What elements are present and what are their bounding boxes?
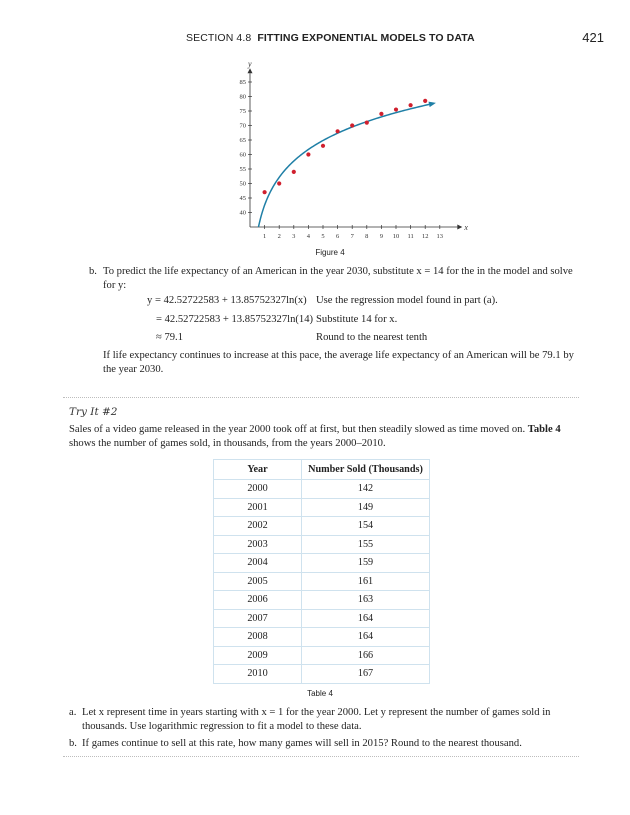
part-b-label: b. <box>89 266 97 277</box>
part-b-text <box>103 265 583 293</box>
data-point <box>365 121 369 125</box>
sold-cell: 155 <box>302 535 430 554</box>
y-tick-label: 85 <box>239 79 246 87</box>
data-point <box>379 112 383 116</box>
col-header-number-sold: Number Sold (Thousands) <box>302 460 430 480</box>
sold-cell: 167 <box>302 665 430 684</box>
x-tick-label: 4 <box>306 233 311 240</box>
sold-cell: 142 <box>302 480 430 499</box>
conclusion-line1: If life expectancy continues to increase at this pace, the average life expectancy of an American will be 79.1 by <box>103 350 574 361</box>
y-axis-arrow <box>248 68 253 73</box>
equation-2-note: Substitute 14 for x. <box>316 314 398 325</box>
y-axis-label: y <box>248 59 252 69</box>
equation-3-note: Round to the nearest tenth <box>316 332 428 343</box>
x-tick-label: 2 <box>277 233 281 240</box>
table-header-row <box>214 460 430 480</box>
y-tick-label: 50 <box>239 180 246 188</box>
section-divider-bottom <box>63 756 579 757</box>
table-row <box>214 591 430 610</box>
y-tick-label: 40 <box>239 209 246 217</box>
year-cell: 2005 <box>214 572 302 591</box>
question-a-line1: Let x represent time in years starting with x = 1 for the year 2000. Let y represent the number of games sold in <box>82 707 551 718</box>
x-axis-label: x <box>464 223 468 232</box>
question-b-text: If games continue to sell at this rate, how many games will sell in 2015? Round to the nearest thousand. <box>82 738 522 749</box>
table-row <box>214 554 430 573</box>
curve-arrowhead <box>428 102 435 107</box>
y-tick-label: 80 <box>239 93 246 101</box>
table-row <box>214 498 430 517</box>
y-tick-label: 55 <box>239 166 246 174</box>
data-point <box>277 181 281 185</box>
table-row <box>214 535 430 554</box>
section-title: FITTING EXPONENTIAL MODELS TO DATA <box>257 32 475 44</box>
x-tick-label: 9 <box>379 233 384 240</box>
sold-cell: 161 <box>302 572 430 591</box>
data-point <box>336 129 340 133</box>
table-caption: Table 4 <box>307 689 333 698</box>
part-b-text-line2: for y: <box>103 280 127 291</box>
data-point <box>350 123 354 127</box>
figure-caption: Figure 4 <box>315 248 345 257</box>
y-tick-label: 60 <box>239 151 246 159</box>
x-tick-label: 13 <box>436 233 444 240</box>
year-cell: 2002 <box>214 517 302 536</box>
table-row <box>214 665 430 684</box>
x-tick-label: 8 <box>365 233 369 240</box>
x-axis-arrow <box>457 225 462 230</box>
year-cell: 2000 <box>214 480 302 499</box>
table-4-reference: Table 4 <box>527 424 561 435</box>
table-row <box>214 517 430 536</box>
try-it-title: Try It #2 <box>69 406 118 418</box>
x-tick-label: 1 <box>262 233 267 240</box>
table-row <box>214 609 430 628</box>
sold-cell: 159 <box>302 554 430 573</box>
y-tick-label: 65 <box>239 137 246 145</box>
y-tick-label: 70 <box>239 122 246 130</box>
question-b-label: b. <box>69 738 77 749</box>
try-it-intro <box>69 423 584 451</box>
year-cell: 2009 <box>214 646 302 665</box>
question-a-line2: thousands. Use logarithmic regression to fit a model to these data. <box>82 721 362 732</box>
data-point <box>292 170 296 174</box>
year-cell: 2003 <box>214 535 302 554</box>
equation-3: ≈ 79.1 <box>156 332 184 343</box>
section-label: SECTION 4.8 <box>186 32 252 44</box>
x-tick-label: 3 <box>292 233 296 240</box>
question-a-label: a. <box>69 707 77 718</box>
sold-cell: 166 <box>302 646 430 665</box>
sold-cell: 164 <box>302 609 430 628</box>
x-tick-label: 5 <box>321 233 325 240</box>
y-tick-label: 75 <box>239 108 246 116</box>
x-tick-label: 6 <box>335 233 340 240</box>
y-tick-label: 45 <box>239 195 246 203</box>
data-point <box>423 99 427 103</box>
table-row <box>214 628 430 647</box>
year-cell: 2006 <box>214 591 302 610</box>
x-tick-label: 12 <box>421 233 429 240</box>
sold-cell: 154 <box>302 517 430 536</box>
table-row <box>214 480 430 499</box>
x-tick-label: 10 <box>392 233 400 240</box>
games-sold-table <box>213 459 430 684</box>
year-cell: 2008 <box>214 628 302 647</box>
data-point <box>306 152 310 156</box>
year-cell: 2004 <box>214 554 302 573</box>
table-row <box>214 646 430 665</box>
section-heading <box>186 32 475 44</box>
year-cell: 2001 <box>214 498 302 517</box>
question-a-text <box>82 706 582 734</box>
equation-1: y = 42.52722583 + 13.85752327ln(x) <box>147 295 307 306</box>
x-tick-label: 11 <box>407 233 414 240</box>
part-b-text-line1: To predict the life expectancy of an American in the year 2030, substitute x = 14 for the in the model and solve <box>103 266 573 277</box>
table-row <box>214 572 430 591</box>
part-b-conclusion <box>103 349 583 377</box>
data-point <box>263 190 267 194</box>
x-tick-label: 7 <box>350 233 354 240</box>
sold-cell: 149 <box>302 498 430 517</box>
equation-2: = 42.52722583 + 13.85752327ln(14) <box>156 314 314 325</box>
year-cell: 2007 <box>214 609 302 628</box>
sold-cell: 163 <box>302 591 430 610</box>
figure-4-scatter-chart <box>226 59 468 240</box>
year-cell: 2010 <box>214 665 302 684</box>
try-it-intro-line2: shows the number of games sold, in thousands, from the years 2000–2010. <box>69 438 386 449</box>
data-point <box>321 144 325 148</box>
col-header-year: Year <box>214 460 302 480</box>
sold-cell: 164 <box>302 628 430 647</box>
page-header <box>0 32 630 48</box>
equation-1-note: Use the regression model found in part (a). <box>316 295 498 306</box>
section-divider-top <box>63 397 579 398</box>
page-number: 421 <box>582 30 604 45</box>
conclusion-line2: the year 2030. <box>103 364 164 375</box>
data-point <box>394 107 398 111</box>
try-it-intro-line1: Sales of a video game released in the year 2000 took off at first, but then steadily slowed as time moved on. <box>69 424 526 435</box>
regression-curve <box>258 103 433 227</box>
data-point <box>409 103 413 107</box>
